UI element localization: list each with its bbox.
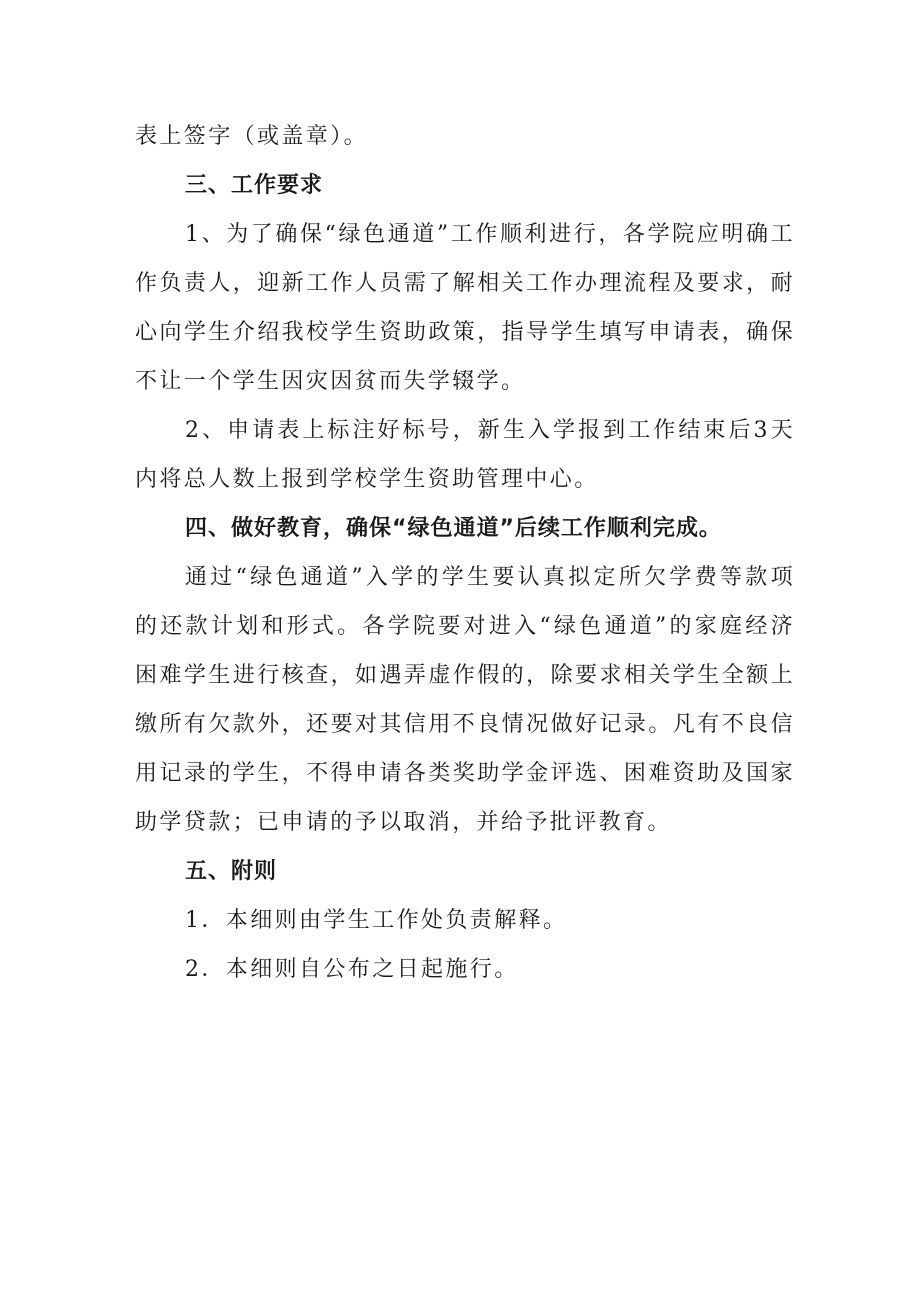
- section-heading-work-requirements: 三、工作要求: [185, 173, 324, 198]
- document-body: [135, 112, 795, 994]
- paragraph-requirement-2: 2、申请表上标注好标号，新生入学报到工作结束后3天内将总人数上报到学校学生资助管理中心。: [135, 418, 795, 492]
- paragraph-supplementary-2: 2．本细则自公布之日起施行。: [185, 957, 519, 982]
- section-heading-supplementary: 五、附则: [185, 859, 278, 884]
- paragraph-requirement-1: 1、为了确保“绿色通道”工作顺利进行，各学院应明确工作负责人，迎新工作人员需了解相关工作办理流程及要求，耐心向学生介绍我校学生资助政策，指导学生填写申请表，确保不让一个学生因灾因贫而失学辍学。: [135, 222, 795, 394]
- paragraph-supplementary-1: 1．本细则由学生工作处负责解释。: [185, 908, 568, 933]
- section-heading-education: 四、做好教育，确保“绿色通道”后续工作顺利完成。: [185, 516, 722, 541]
- paragraph-signature-continuation: 表上签字（或盖章）。: [135, 124, 369, 149]
- paragraph-education: 通过“绿色通道”入学的学生要认真拟定所欠学费等款项的还款计划和形式。各学院要对进入“绿色通道”的家庭经济困难学生进行核查，如遇弄虚作假的，除要求相关学生全额上缴所有欠款外，还要对其信用不良情况做好记录。凡有不良信用记录的学生，不得申请各类奖助学金评选、困难资助及国家助学贷款；已申请的予以取消，并给予批评教育。: [135, 565, 795, 835]
